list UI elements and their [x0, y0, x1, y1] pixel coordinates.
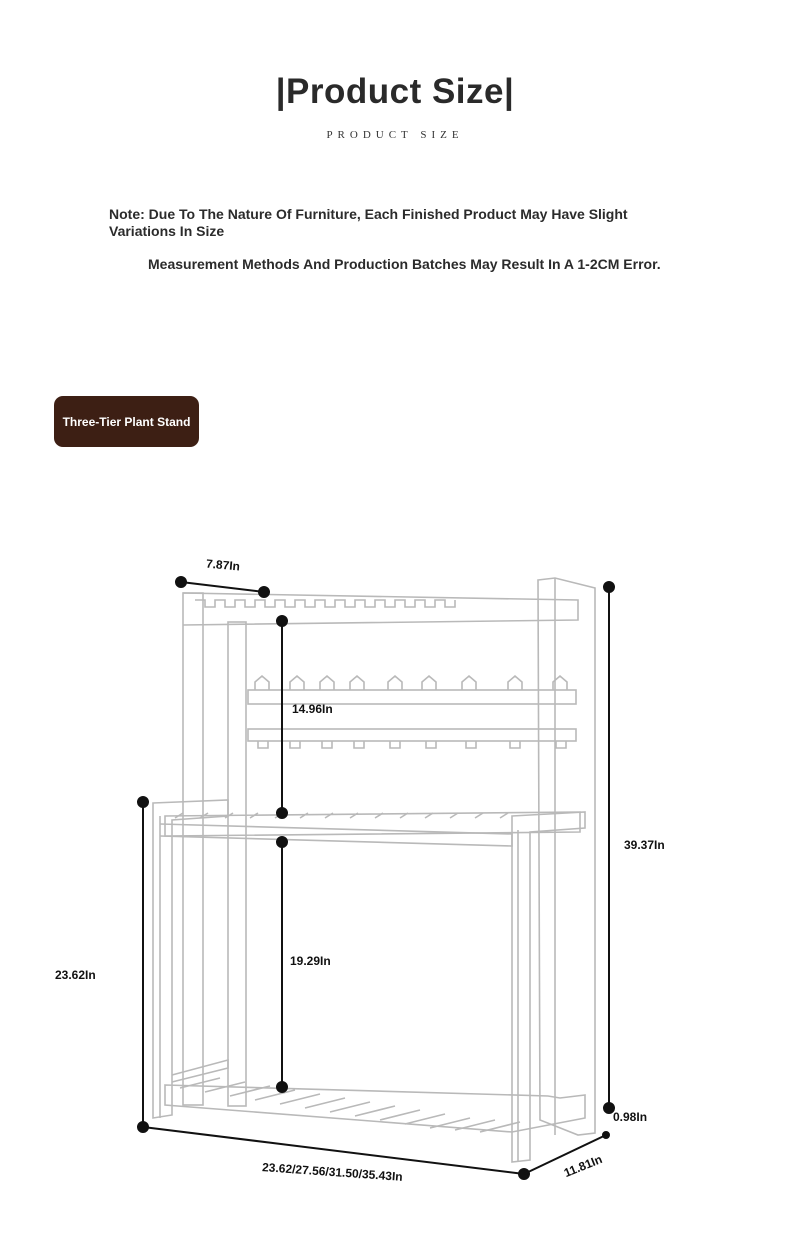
- stand-sketch: [153, 578, 595, 1162]
- size-note: Note: Due To The Nature Of Furniture, Each Finished Product May Have Slight Variations In Size: [109, 206, 628, 239]
- product-badge-label: Three-Tier Plant Stand: [62, 414, 191, 429]
- top-depth-label: 7.87In: [205, 556, 241, 574]
- page-subtitle: PRODUCT SIZE: [326, 129, 464, 141]
- total-height-label: 39.37In: [624, 838, 665, 852]
- top-depth-line: [181, 582, 264, 592]
- lower-shelf-gap-label: 19.29In: [290, 954, 331, 968]
- depth-end-marker: [603, 1132, 609, 1138]
- page-title: |Product Size|: [275, 72, 515, 111]
- error-note: Measurement Methods And Production Batches May Result In A 1-2CM Error.: [148, 256, 661, 272]
- width-options-label: 23.62/27.56/31.50/35.43In: [261, 1160, 404, 1184]
- front-height-label: 23.62In: [55, 968, 96, 982]
- top-depth-start-marker: [176, 577, 186, 587]
- lower-gap-top-marker: [277, 837, 287, 847]
- depth-label: 11.81In: [561, 1152, 605, 1180]
- upper-gap-top-marker: [277, 616, 287, 626]
- foot-height-label: 0.98In: [613, 1110, 648, 1124]
- total-height-top-marker: [604, 582, 614, 592]
- upper-gap-bottom-marker: [277, 808, 287, 818]
- dimension-lines: [138, 577, 614, 1179]
- top-depth-end-marker: [259, 587, 269, 597]
- lower-gap-bottom-marker: [277, 1082, 287, 1092]
- upper-shelf-gap-label: 14.96In: [292, 702, 333, 716]
- front-height-top-marker: [138, 797, 148, 807]
